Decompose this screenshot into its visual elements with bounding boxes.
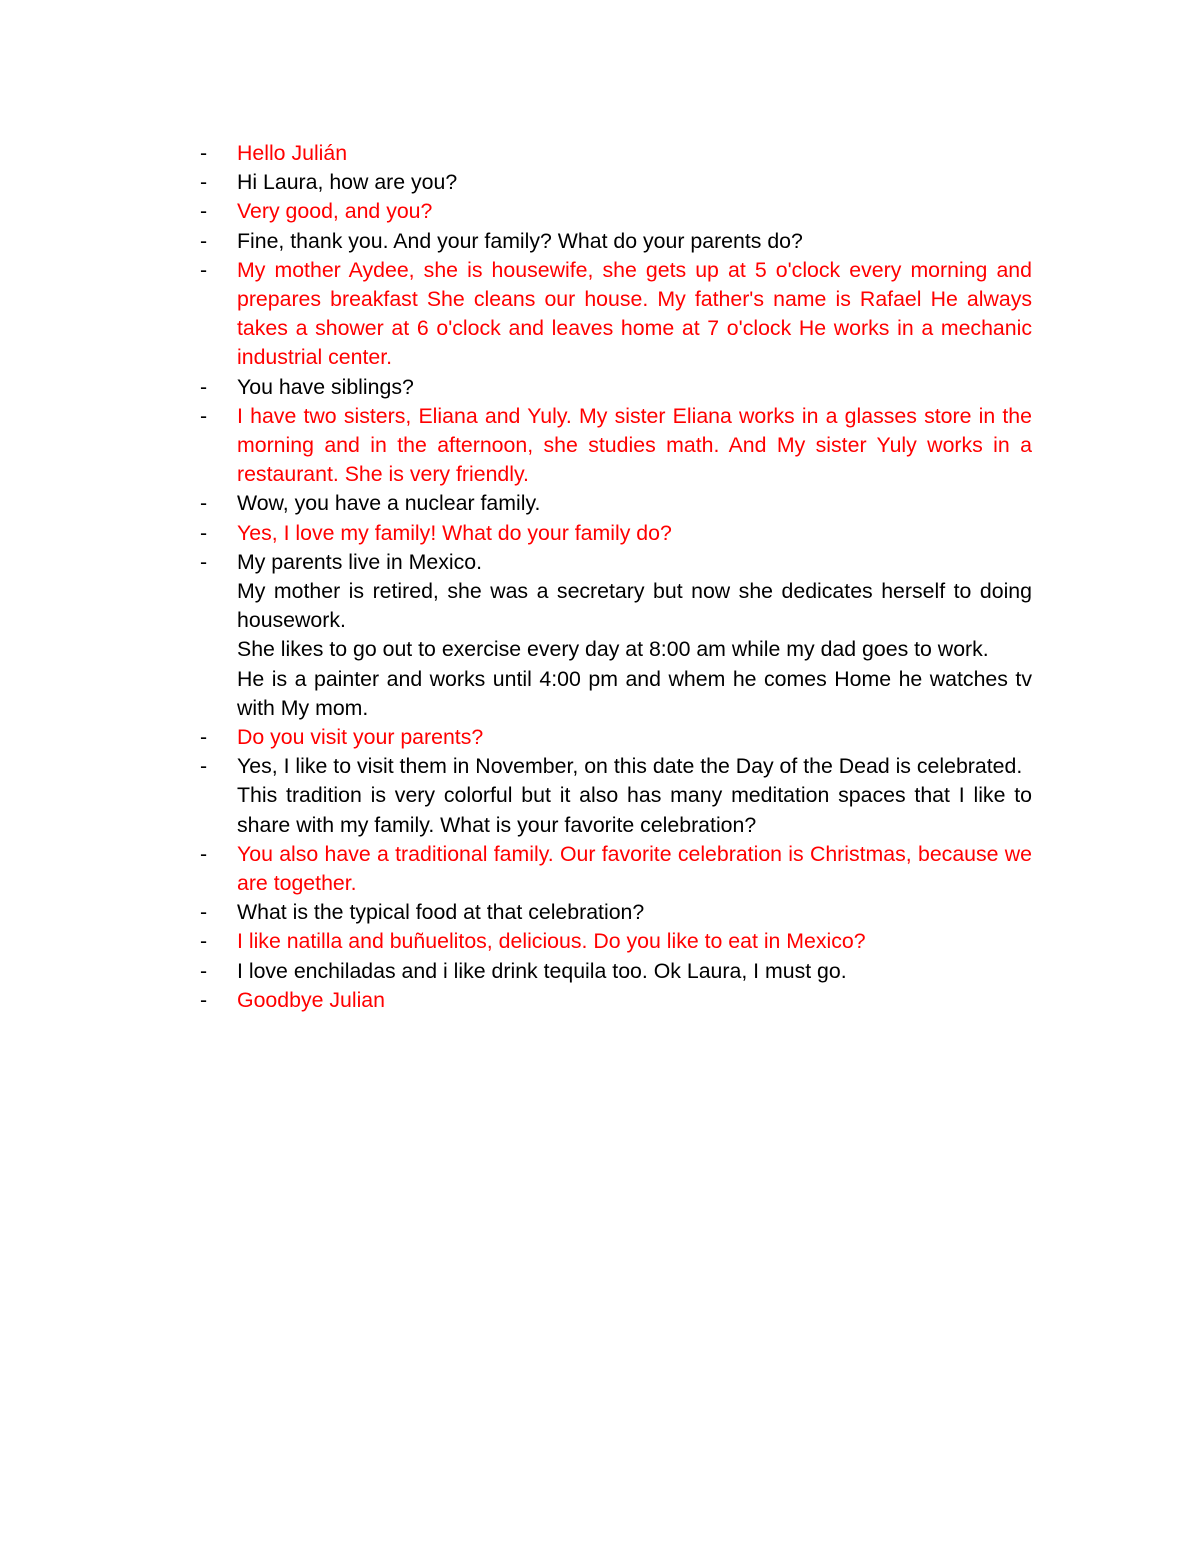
- dialogue-paragraph: My parents live in Mexico.: [237, 549, 482, 574]
- dialogue-line-laura: [200, 197, 1032, 226]
- list-dash: -: [200, 841, 208, 866]
- list-dash: -: [200, 754, 208, 779]
- dialogue-line-laura: [200, 840, 1032, 898]
- dialogue-text: [237, 723, 1032, 752]
- dialogue-paragraph: Yes, I like to visit them in November, on this date the Day of the Dead is celebrated.: [237, 754, 1023, 779]
- dialogue-paragraph: Wow, you have a nuclear family.: [237, 491, 541, 516]
- dialogue-paragraph: Goodbye Julian: [237, 987, 385, 1012]
- dialogue-paragraph: Do you visit your parents?: [237, 725, 484, 750]
- dialogue-text: [237, 548, 1032, 723]
- dialogue-paragraph: Yes, I love my family! What do your family do?: [237, 520, 672, 545]
- dialogue-text: [237, 927, 1032, 956]
- list-dash: -: [200, 725, 208, 750]
- list-dash: -: [200, 228, 208, 253]
- list-dash: -: [200, 257, 208, 282]
- dialogue-paragraph: Hello Julián: [237, 141, 348, 165]
- list-dash: -: [200, 491, 208, 516]
- list-dash: -: [200, 520, 208, 545]
- dialogue-text: [237, 752, 1032, 840]
- dialogue-paragraph: I like natilla and buñuelitos, delicious. Do you like to eat in Mexico?: [237, 929, 866, 954]
- dialogue-line-julian: [200, 898, 1032, 927]
- dialogue-paragraph: My mother Aydee, she is housewife, she gets up at 5 o'clock every morning and prepares breakfast She cleans our house. My father's name is Rafael He always takes a shower at 6 o'clock and leaves home at 7 o'clock He works in a mechanic industrial center.: [237, 257, 1032, 370]
- list-dash: -: [200, 170, 208, 195]
- dialogue-paragraph: This tradition is very colorful but it also has many meditation spaces that I like to share with my family. What is your favorite celebration?: [237, 783, 1032, 837]
- dialogue-line-julian: [200, 373, 1032, 402]
- dialogue-line-julian: [200, 489, 1032, 518]
- dialogue-line-laura: [200, 723, 1032, 752]
- dialogue-list: [200, 139, 1032, 1015]
- dialogue-text: [237, 227, 1032, 256]
- dialogue-paragraph: My mother is retired, she was a secretary but now she dedicates herself to doing housework.: [237, 579, 1032, 633]
- list-dash: -: [200, 900, 208, 925]
- dialogue-line-julian: [200, 752, 1032, 840]
- dialogue-line-laura: [200, 986, 1032, 1015]
- dialogue-line-julian: [200, 957, 1032, 986]
- dialogue-paragraph: He is a painter and works until 4:00 pm and whem he comes Home he watches tv with My mom.: [237, 666, 1032, 720]
- dialogue-line-laura: [200, 256, 1032, 373]
- dialogue-paragraph: Very good, and you?: [237, 199, 433, 224]
- dialogue-text: [237, 256, 1032, 373]
- dialogue-line-laura: [200, 139, 1032, 168]
- dialogue-text: [237, 197, 1032, 226]
- dialogue-line-julian: [200, 168, 1032, 197]
- dialogue-text: [237, 373, 1032, 402]
- list-dash: -: [200, 987, 208, 1012]
- dialogue-text: [237, 139, 1032, 168]
- dialogue-paragraph: I have two sisters, Eliana and Yuly. My sister Eliana works in a glasses store in the morning and in the afternoon, she studies math. And My sister Yuly works in a restaurant. She is very friendly.: [237, 403, 1032, 487]
- dialogue-paragraph: I love enchiladas and i like drink tequila too. Ok Laura, I must go.: [237, 958, 847, 983]
- dialogue-line-julian: [200, 227, 1032, 256]
- list-dash: -: [200, 929, 208, 954]
- dialogue-line-laura: [200, 927, 1032, 956]
- dialogue-text: [237, 898, 1032, 927]
- dialogue-paragraph: What is the typical food at that celebration?: [237, 900, 645, 925]
- dialogue-paragraph: You have siblings?: [237, 374, 414, 399]
- dialogue-text: [237, 168, 1032, 197]
- dialogue-text: [237, 986, 1032, 1015]
- list-dash: -: [200, 403, 208, 428]
- dialogue-line-laura: [200, 402, 1032, 490]
- dialogue-paragraph: Fine, thank you. And your family? What do your parents do?: [237, 228, 803, 253]
- list-dash: -: [200, 141, 208, 165]
- dialogue-paragraph: She likes to go out to exercise every day at 8:00 am while my dad goes to work.: [237, 637, 989, 662]
- list-dash: -: [200, 549, 208, 574]
- dialogue-text: [237, 402, 1032, 490]
- dialogue-text: [237, 489, 1032, 518]
- list-dash: -: [200, 199, 208, 224]
- dialogue-text: [237, 840, 1032, 898]
- dialogue-paragraph: Hi Laura, how are you?: [237, 170, 458, 195]
- dialogue-paragraph: You also have a traditional family. Our favorite celebration is Christmas, because we are together.: [237, 841, 1032, 896]
- dialogue-text: [237, 519, 1032, 548]
- list-dash: -: [200, 374, 208, 399]
- list-dash: -: [200, 958, 208, 983]
- dialogue-line-julian: [200, 548, 1032, 723]
- dialogue-text: [237, 957, 1032, 986]
- dialogue-line-laura: [200, 519, 1032, 548]
